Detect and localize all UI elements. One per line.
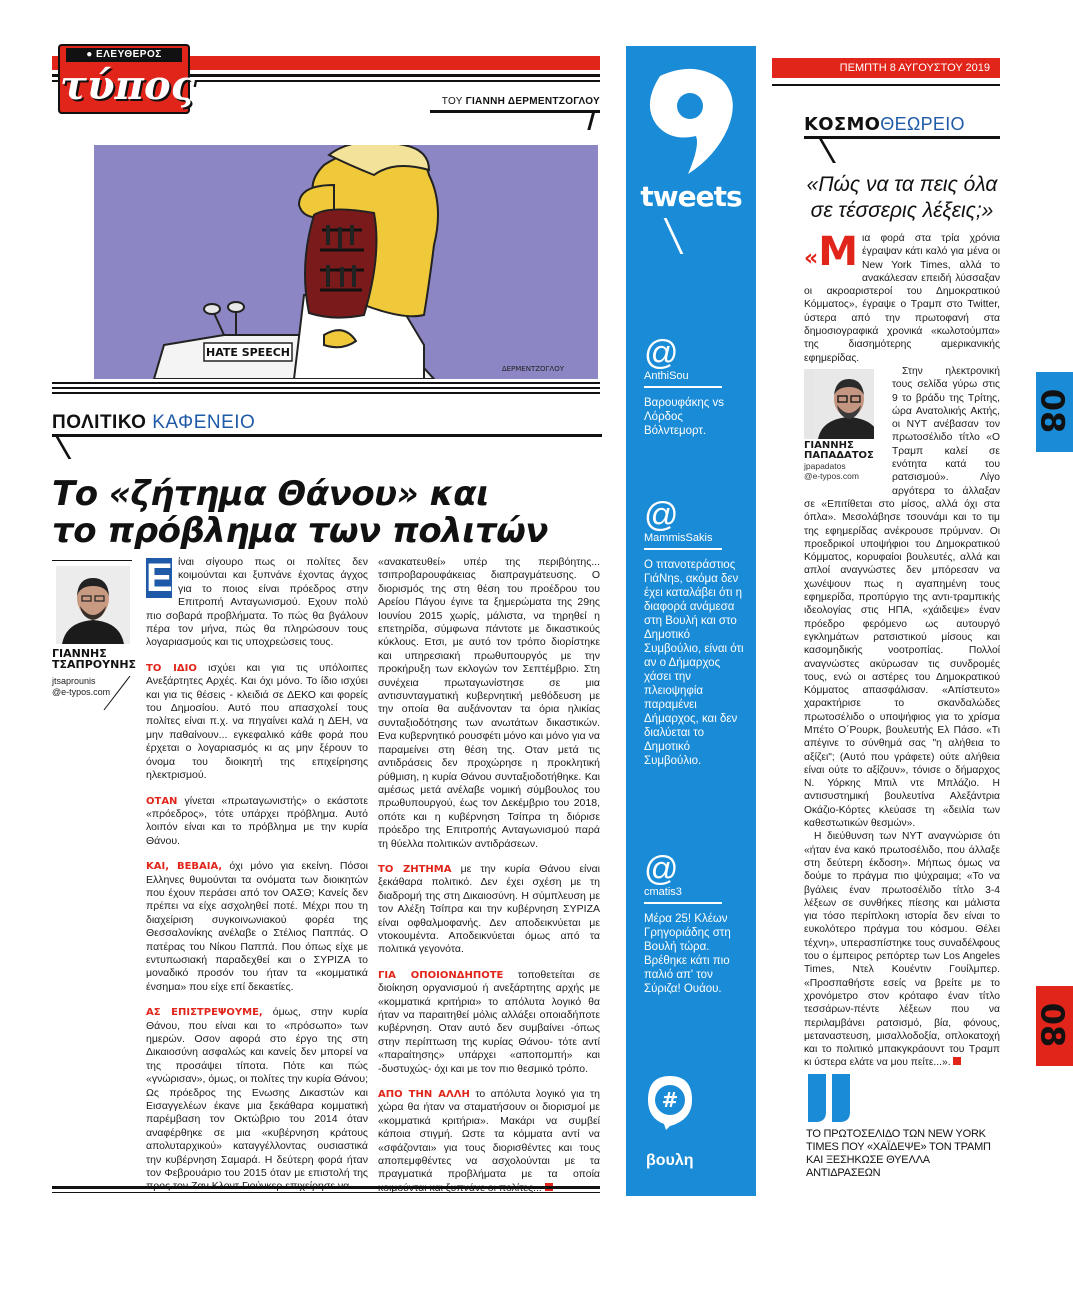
author-photo xyxy=(56,566,130,644)
tweets-footer: βουλη xyxy=(646,1152,694,1169)
twitter-bird-icon xyxy=(640,66,740,176)
tweet[interactable] xyxy=(644,336,748,438)
author2-first-name: ΓΙΑΝΝΗΣ xyxy=(804,439,854,451)
paragraph-lead: ΤΟ ΖΗΤΗΜΑ xyxy=(378,863,452,875)
page-tab-number: 08 xyxy=(1033,388,1072,434)
byline-prefix: ΤΟΥ xyxy=(441,96,463,107)
logo-main-text: τύπος xyxy=(60,62,195,109)
section-tick xyxy=(56,437,72,459)
hashtag-glyph: # xyxy=(661,1088,679,1112)
end-mark-icon xyxy=(953,1057,961,1065)
section-title-bold: ΠΟΛΙΤΙΚΟ xyxy=(52,412,147,433)
tweet-rule xyxy=(644,548,722,550)
page-tab-top xyxy=(1033,372,1073,452)
paragraph-lead: ΚΑΙ, ΒΕΒΑΙΑ, xyxy=(146,861,223,873)
tweet-user[interactable]: cmatis3 xyxy=(644,886,682,898)
quote-mark-icon xyxy=(806,1074,852,1124)
paragraph xyxy=(146,860,368,994)
right-section-title xyxy=(804,114,965,135)
cartoon-byline xyxy=(380,96,600,107)
author-name xyxy=(52,648,136,670)
article-column-2 xyxy=(378,556,600,1207)
author-last-name: ΤΣΑΠΡΟΥΝΗΣ xyxy=(52,658,137,671)
paragraph xyxy=(146,1006,368,1194)
paragraph xyxy=(146,795,368,849)
paragraph-text: το απόλυτα λογικό για τη χώρα θα ήταν να σταματήσουν οι διορισμοί με «κομματικά κριτήρια». Μακάρι να συμβεί κάποια στιγμή. Ωστε τα κόμματα αντί να «σφάζονται» για τους διορισθέντες και τους αποπεμφθέντες να ασχολούνται με τα πραγματικά προβλήματα με τα οποία xyxy=(378,1088,600,1181)
author-photo-2 xyxy=(804,369,874,439)
author-box xyxy=(804,369,884,487)
paragraph xyxy=(804,365,1000,830)
at-icon: @ xyxy=(644,496,679,534)
right-headline-quote: «Πώς να τα πεις όλα σε τέσσερις λέξεις;» xyxy=(806,173,998,222)
author-avatar xyxy=(56,566,130,644)
paragraph-text: Η διεύθυνση των NYT αναγνώρισε ότι «ήταν ένα κακό πρωτοσέλιδο, που άλλαξε στη δεύτερη έκδοση». Μήπως όμως να δούμε το πράγμα πιο ψύχραιμα; «Το να βγάλεις έναν πρωτοσέλιδο τίτλο 3-4 λέξεων σε συνθήκες πίεσης και μάλιστα για τόσο περίπλοκη ιστορία δεν είναι το ευκολότερο πράγμα του κόσμου. Θέλει τέχνη», υπερασπίστηκε τους συναδέλφους του ο έμπειρος ρεπόρτερ των Los Angeles Times, Ντελ Κουέντιν Γουίλμπερ. «Προσπαθήστε εσείς να βρείτε με το χρονόμετρο στον κρόταφο έναν τίτλο τεσσάρων-πέντε λέξεων που να περιλαμβάνει ρατσισμό, βία, φόνους, μεταναστευση, μισαλλοδοξία, οπλοκατοχή και το πολιτικό μπακγκράουντ του Τραμπ κι ύστερα ελάτε να μου πείτε...». xyxy=(804,831,1000,1069)
paragraph xyxy=(378,556,600,851)
tweet-text: Βαρουφάκης vs Λόρδος Βόλντεμορτ. xyxy=(644,397,725,437)
paragraph xyxy=(804,229,1000,365)
author2-handle: jpapadatos xyxy=(804,460,846,471)
tweet[interactable] xyxy=(644,498,748,768)
author-handle: jtsaprounis xyxy=(52,676,96,686)
author2-email[interactable]: @e-typos.com xyxy=(804,470,859,481)
right-section-bold: ΚΟΣΜΟ xyxy=(804,114,881,135)
paragraph-text: ισχύει και για τις υπόλοιπες Ανεξάρτητες Αρχές. Και όχι μόνο. Το ίδιο ισχύει και για τις θέσεις - κλειδιά σε ΔΕΚΟ και φορείς του Δημοσίου. Αυτό που απασχολεί τους πολίτες είναι π.χ. να πηγαίνει καλά η ΔΕΗ, να μην παθαίνουν... εγκεφαλικό κάθε φορά που έρχεται ο λογαριασμός κι ας μην ξέρουν το όνομα του διοικητή της επιχείρησης ηλεκτρισμού. xyxy=(146,661,368,782)
author-name-2 xyxy=(804,441,884,461)
hashtag-icon xyxy=(646,1074,694,1130)
logo-top-text: ● ΕΛΕΥΘΕΡΟΣ xyxy=(66,48,182,62)
paragraph-lead: ΓΙΑ ΟΠΟΙΟΝΔΗΠΟΤΕ xyxy=(378,969,504,981)
photo-caption: ΤΟ ΠΡΩΤΟΣΕΛΙΔΟ ΤΩΝ NEW YORK TIMES ΠΟΥ «ΧΑΪΔΕΨΕ» ΤΟΝ ΤΡΑΜΠ ΚΑΙ ΞΕΣΗΚΩΣΕ ΘΥΕΛΛΑ ΑΝΤΙΔΡΑΣΕΩΝ xyxy=(806,1128,991,1179)
byline-name: ΓΙΑΝΝΗ ΔΕΡΜΕΝΤΖΟΓΛΟΥ xyxy=(465,96,600,107)
author-contact-2 xyxy=(804,461,884,481)
author-rule xyxy=(52,560,132,561)
paragraph xyxy=(146,556,368,650)
issue-date: ΠΕΜΠΤΗ 8 ΑΥΓΟΥΣΤΟΥ 2019 xyxy=(839,62,990,74)
author2-last-name: ΠΑΠΑΔΑΤΟΣ xyxy=(804,449,874,461)
paragraph-lead: ΑΠΟ ΤΗΝ ΑΛΛΗ xyxy=(378,1089,470,1101)
headline-line-2: το πρόβλημα των πολιτών xyxy=(52,511,548,551)
paragraph xyxy=(378,1088,600,1195)
article-column-1 xyxy=(146,556,368,1206)
dropcap-letter: Μ xyxy=(818,229,859,275)
bottom-rule xyxy=(52,1186,600,1189)
headline-line-1: Το «ζήτημα Θάνου» και xyxy=(52,474,489,514)
right-section-light: ΘΕΩΡΕΙΟ xyxy=(880,114,965,134)
tweet-user[interactable]: AnthiSou xyxy=(644,370,689,382)
paragraph-text: όμως, στην κυρία Θάνου, που είναι και το «πρόσωπο» των ημερών. Οσον αφορά στο έργο της στη Δικαιοσύνη ασφαλώς και κανείς δεν μπορεί να της προσάψει τίποτα. Πότε και πώς «γνώρισαν», όμως, οι πολίτες την κυρία Θάνου; Ως πρόεδρος της Ενωσης Δικαστών και Εισαγγελέων έκανε μια ξεκάθαρα κομματική παρέμβαση τον Οκτώβριο του 2014 όταν αναφέρθηκε σε μια «κυβέρνηση κράτους απολυταρχικού» καταγγέλλοντας ουσιαστικά την κυβέρνηση Σαμαρά. Η δεύτερη φορά ήταν τον Φεβρουάριο του 2015 όταν με επιστολή της xyxy=(146,1006,369,1180)
right-section-tick xyxy=(819,139,836,163)
author-avatar-2 xyxy=(814,369,874,439)
byline-tick xyxy=(587,110,595,130)
paragraph-text: τοποθετείται σε διοίκηση οργανισμού ή ανεξάρτητης αρχής με «κομματικά κριτήρια» το απόλυτα λογικό θα ήταν να παραιτηθεί μόλις αλλάξει οποιαδήποτε κυβέρνηση. Οταν αυτό δεν συμβαίνει -όπως στην περίπτωση της κυρίας Θάνου- τότε αντί «παραίτησης» υπάρχει «αποπομπή» και -δυστυχώς- όχι και με τον πιο θεσμικό τρόπο. xyxy=(378,968,600,1075)
page-tab-bottom xyxy=(1033,986,1073,1066)
cartoon-sign: HATE SPEECH xyxy=(205,346,291,359)
tweet-text: Ο τιτανοτεράστιος ΓιάΝηs, ακόμα δεν έχει καταλάβει ότι η διαφορά ανάμεσα στη Βουλή και στο Δημοτικό Συμβούλιο, είναι ότι αν ο Δήμαρχος χάσει την πλειοψηφία παραμένει Δήμαρχος, και δεν διαλύεται το Δημοτικό Συμβούλιο. xyxy=(644,559,744,767)
cartoon-signature: ΔΕΡΜΕΝΤΖΟΓΛΟΥ xyxy=(501,365,564,373)
section-rules xyxy=(52,382,600,397)
section-title xyxy=(52,412,255,434)
tweet[interactable] xyxy=(644,852,748,996)
tweet-text: Μέρα 25! Κλέων Γρηγοριάδης στη Βουλή τώρα. Βρέθηκε κάτι πιο παλιό απ' τον Σύριζα! Ουάου. xyxy=(644,913,731,995)
author-first-name: ΓΙΑΝΝΗΣ xyxy=(52,647,107,660)
dropcap: Ε xyxy=(146,556,173,600)
paragraph-text: ίναι σίγουρο πως οι πολίτες δεν κοιμούνται και ξυπνάνε έχοντας άγχος για το ποιος είναι πρόεδρος στην Επιτροπή Ανταγωνισμού. Εχουν πολύ πιο σοβαρά προβλήματα. Το πώς θα βγάλουν πέρα τον μήνα, πώς θα πληρώσουν τους λογαριασμούς και τις υποχρεώσεις τους. xyxy=(146,556,368,649)
author-slash xyxy=(100,676,132,712)
paragraph-text: γίνεται «πρωταγωνιστής» ο εκάστοτε «πρόεδρος», τότε υπάρχει πρόβλημα. Αυτό λοιπόν είναι και το πρόβλημα με την κυρία Θάνου. xyxy=(146,794,368,847)
right-article-body xyxy=(804,229,1000,1070)
paragraph-text: «ανακατευθεί» υπέρ της περιβόητης... τσιπροβαρουφάκειας διαπραγμάτευσης. Ο διορισμός της στη θέση του προέδρου του Αρείου Πάγου έγινε τα ξημερώματα της 29ης Ιουνίου 2015 χωρίς, μάλιστα, να τηρηθεί η επετηρίδα, σύμφωνα πάντοτε με δικαστικούς κύκλους. Ετσι, με αυτό τον τρόπο διορίστηκε και υπηρεσιακή πρωθυπουργός με την προκήρυξη των εκλογών τον Σεπτέμβριο. Στη συνέχεια πρωταγωνίστησε σε μια αντισυνταγματική κυβερνητική μεθόδευση με την οποία θα αυξάνονταν τα όρια ηλικίας συνταξιοδότησης των ανωτάτων δικαστικών. Ενα κυβερνητικό ρουσφέτι μόνο και μόνο για να παραμείνει στη θέση της. Οταν μετά τις αντιδράσεις δεν προχώρησε η προκλητική ρύθμιση, η κυρία Θάνου συνταξιοδοτήθηκε. Και αμέσως μετά ανέλαβε νομική σύμβουλος του πρωθυπουργού, έως τον Δεκέμβριο του 2018, οπότε και η κυβέρνηση Τσίπρα τη διόρισε πρόεδρο της Επιτροπής Ανταγωνισμού παρά τη θύελλα πολιτικών αντιδράσεων. xyxy=(378,556,600,850)
article-headline xyxy=(52,476,600,550)
tweets-title: tweets xyxy=(640,180,742,213)
right-rule xyxy=(772,84,1000,86)
page-tab-number: 08 xyxy=(1033,1002,1072,1048)
tweet-rule xyxy=(644,902,722,904)
paragraph-text: Στην ηλεκτρονική τους σελίδα γύρω στις 9 το βράδυ της Τρίτης, ώρα Ανατολικής Ακτής, οι NYT ανέβασαν τον πρωτοσέλιδο τίτλο «Ο Τραμπ καλεί σε ενότητα κατά του ρατσισμού». Λίγο αργότερα το άλλαξαν σε «Επιτίθεται στο μίσος, αλλά όχι στα όπλα». Μεσολάβησε τσουνάμι και το τιμ της εφημερίδας ανέκρουσε πρύμναν. Οι προεδρικοί υποψήφιοι του Δημοκρατικού Κόμματος, κορυφαίοι βουλευτές, αλλά και απλοί αναγνώστες δεν μπόρεσαν να χωνέψουν πως η αγαπημένη τους εφημερίδα, προπύργιο της αντι-τραμπικής ιδεολογίας στις ΗΠΑ, «χάιδεψε» έναν πρόεδρο φερόμενο ως αυτουργό εγκλημάτων ρατσιστικού μίσους και κασομηδικής νοοτροπίας. Πολλοί αναγνώστες ακύρωσαν τις συνδρομές τους, ενώ οι αστέρες του Δημοκρατικού Κόμματος απασφάλισαν. «Απίστευτο» χαρακτήρισε το σκανδαλώδες πρωτοσέλιδο ο υποψήφιος για το χρίσμα Μπέτο Ο΄Ρουρκ, βουλευτής Ελ Πάσο. «Τι απέγινε το σύνθημά σας "η αλήθεια το αξίζει"; (Αυτό που γράφετε) ούτε αλήθεια είναι ούτε το αξίζουν», τόνισε ο δήμαρχος Ν. Υόρκης Μπιλ ντε Μπλάζιο. Η αντισυστημική βουλευτίνα Αλεξάντρια Οκάζιο-Κόρτες κλεύασε τη «δειλία των καθεστωτικών θεσμών». xyxy=(804,365,1000,830)
paragraph-lead: ΑΣ ΕΠΙΣΤΡΕΨΟΥΜΕ, xyxy=(146,1007,263,1019)
author-email[interactable]: @e-typos.com xyxy=(52,687,111,697)
at-icon: @ xyxy=(644,850,679,888)
paragraph xyxy=(804,830,1000,1069)
right-dropcap xyxy=(804,229,859,279)
bottom-rule-2 xyxy=(52,1192,600,1193)
right-section-rule xyxy=(804,136,1000,139)
at-icon: @ xyxy=(644,334,679,372)
paragraph-lead: ΤΟ ΙΔΙΟ xyxy=(146,662,197,674)
section-rule xyxy=(52,434,602,437)
paragraph-lead: ΟΤΑΝ xyxy=(146,795,178,807)
paragraph xyxy=(378,969,600,1076)
paragraph-text: με την κυρία Θάνου είναι ξεκάθαρα πολιτικό. Δεν έχει σχέση με τη διαδρομή της στη Δικαιοσύνη. Η σύμπλευση με τον Αλέξη Τσίπρα και την κυβέρνηση ΣΥΡΙΖΑ είναι οφθαλμοφανής. Δεν αποδεικνύεται με ντοκουμέντα. Αποδεικνύεται όμως από τα πολιτικά γεγονότα. xyxy=(378,862,600,956)
date-bar xyxy=(772,58,1000,78)
dropcap-quote: « xyxy=(804,246,819,271)
tweet-rule xyxy=(644,386,722,388)
paragraph xyxy=(378,863,600,957)
byline-rule xyxy=(430,110,600,113)
tweet-user[interactable]: MammisSakis xyxy=(644,532,713,544)
section-title-light: ΚΑΦΕΝΕΙΟ xyxy=(152,412,256,433)
cartoon xyxy=(94,145,598,379)
paragraph xyxy=(146,662,368,783)
paragraph-text: ια φορά στα τρία χρόνια έγραψαν κάτι καλό για μένα οι New York Times, αλλά το ανακάλεσαν επειδή λύσσαξαν οι ακροαριστεροί του Δημοκρατικού Κόμματος», έγραψε ο Τραμπ στο Twitter, ύστερα από την πρωτοφανή στα δημοσιογραφικά χρονικά «κωλοτούμπα» της διασημότερης αμερικανικής εφημερίδας. xyxy=(804,233,1000,364)
paragraph-text: όχι μόνο για εκείνη. Πόσοι Ελληνες θυμούνται τα ονόματα των διοικητών που έχουν περάσει από τον ΟΑΣΘ; Κανείς δεν πρέπει να είχε ασχοληθεί ποτέ. Μέχρι που τη διαχείριση συγκοινωνιακού φορέα της Θεσσαλονίκης ανέλαβε ο Στέλιος Παππάς. Ο πατέρας του Νίκου Παππά. Που όπως είχε με εντυπωσιακή παραδεχθεί και ο ΣΥΡΙΖΑ το μοναδικό προσόν του ήταν τα «κομματικά ένσημα» που είχε επί δεκαετίες. xyxy=(146,860,368,993)
cartoon-drawing xyxy=(94,145,598,379)
